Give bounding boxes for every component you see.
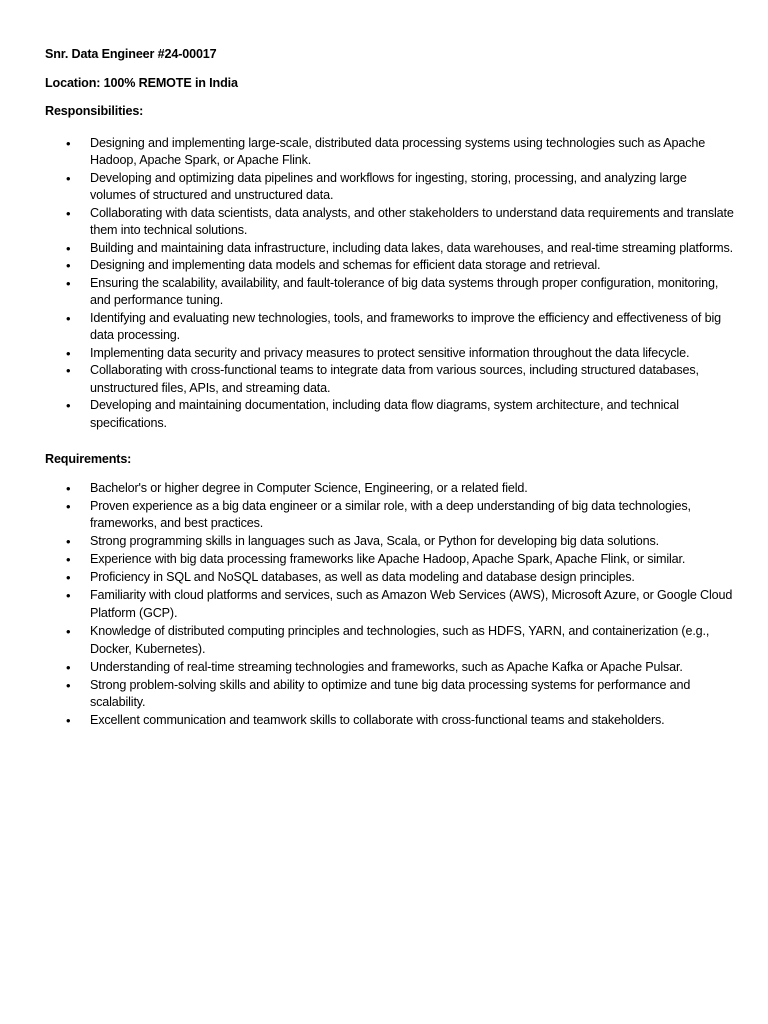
list-item: • Strong problem-solving skills and ability to optimize and tune big data processing systems for performance and scalability. [45, 677, 735, 712]
list-item: • Implementing data security and privacy measures to protect sensitive information throughout the data lifecycle. [45, 345, 735, 363]
list-item: • Proven experience as a big data engineer or a similar role, with a deep understanding of big data technologies, frameworks, and best practices. [45, 498, 735, 533]
job-location: Location: 100% REMOTE in India [45, 75, 238, 90]
list-item: • Ensuring the scalability, availability, and fault-tolerance of big data systems through proper configuration, monitoring, and performance tuning. [45, 275, 735, 310]
list-item: • Identifying and evaluating new technologies, tools, and frameworks to improve the efficiency and effectiveness of big data processing. [45, 310, 735, 345]
responsibilities-list [45, 135, 735, 433]
list-item: • Proficiency in SQL and NoSQL databases, as well as data modeling and database design principles. [45, 569, 735, 587]
list-item: • Experience with big data processing frameworks like Apache Hadoop, Apache Spark, Apache Flink, or similar. [45, 551, 735, 569]
list-item: • Bachelor's or higher degree in Computer Science, Engineering, or a related field. [45, 480, 735, 498]
list-item: • Collaborating with data scientists, data analysts, and other stakeholders to understand data requirements and translate them into technical solutions. [45, 205, 735, 240]
list-item: • Building and maintaining data infrastructure, including data lakes, data warehouses, and real-time streaming platforms. [45, 240, 735, 258]
requirements-heading: Requirements: [45, 452, 132, 466]
list-item: • Developing and optimizing data pipelines and workflows for ingesting, storing, processing, and analyzing large volumes of structured and unstructured data. [45, 170, 735, 205]
list-item: • Designing and implementing large-scale, distributed data processing systems using technologies such as Apache Hadoop, Apache Spark, or Apache Flink. [45, 135, 735, 170]
list-item: • Developing and maintaining documentation, including data flow diagrams, system architecture, and technical specifications. [45, 397, 735, 432]
list-item: • Familiarity with cloud platforms and services, such as Amazon Web Services (AWS), Microsoft Azure, or Google Cloud Platform (GCP). [45, 587, 735, 622]
list-item: • Knowledge of distributed computing principles and technologies, such as HDFS, YARN, and containerization (e.g., Docker, Kubernetes). [45, 623, 735, 658]
list-item: • Understanding of real-time streaming technologies and frameworks, such as Apache Kafka or Apache Pulsar. [45, 659, 735, 677]
list-item: • Excellent communication and teamwork skills to collaborate with cross-functional teams and stakeholders. [45, 712, 735, 730]
responsibilities-heading: Responsibilities: [45, 104, 144, 118]
list-item: • Strong programming skills in languages such as Java, Scala, or Python for developing big data solutions. [45, 533, 735, 551]
job-description-document [45, 46, 735, 730]
job-title: Snr. Data Engineer #24-00017 [45, 47, 217, 61]
requirements-list [45, 480, 735, 730]
list-item: • Designing and implementing data models and schemas for efficient data storage and retrieval. [45, 257, 735, 275]
list-item: • Collaborating with cross-functional teams to integrate data from various sources, including structured databases, unstructured files, APIs, and streaming data. [45, 362, 735, 397]
